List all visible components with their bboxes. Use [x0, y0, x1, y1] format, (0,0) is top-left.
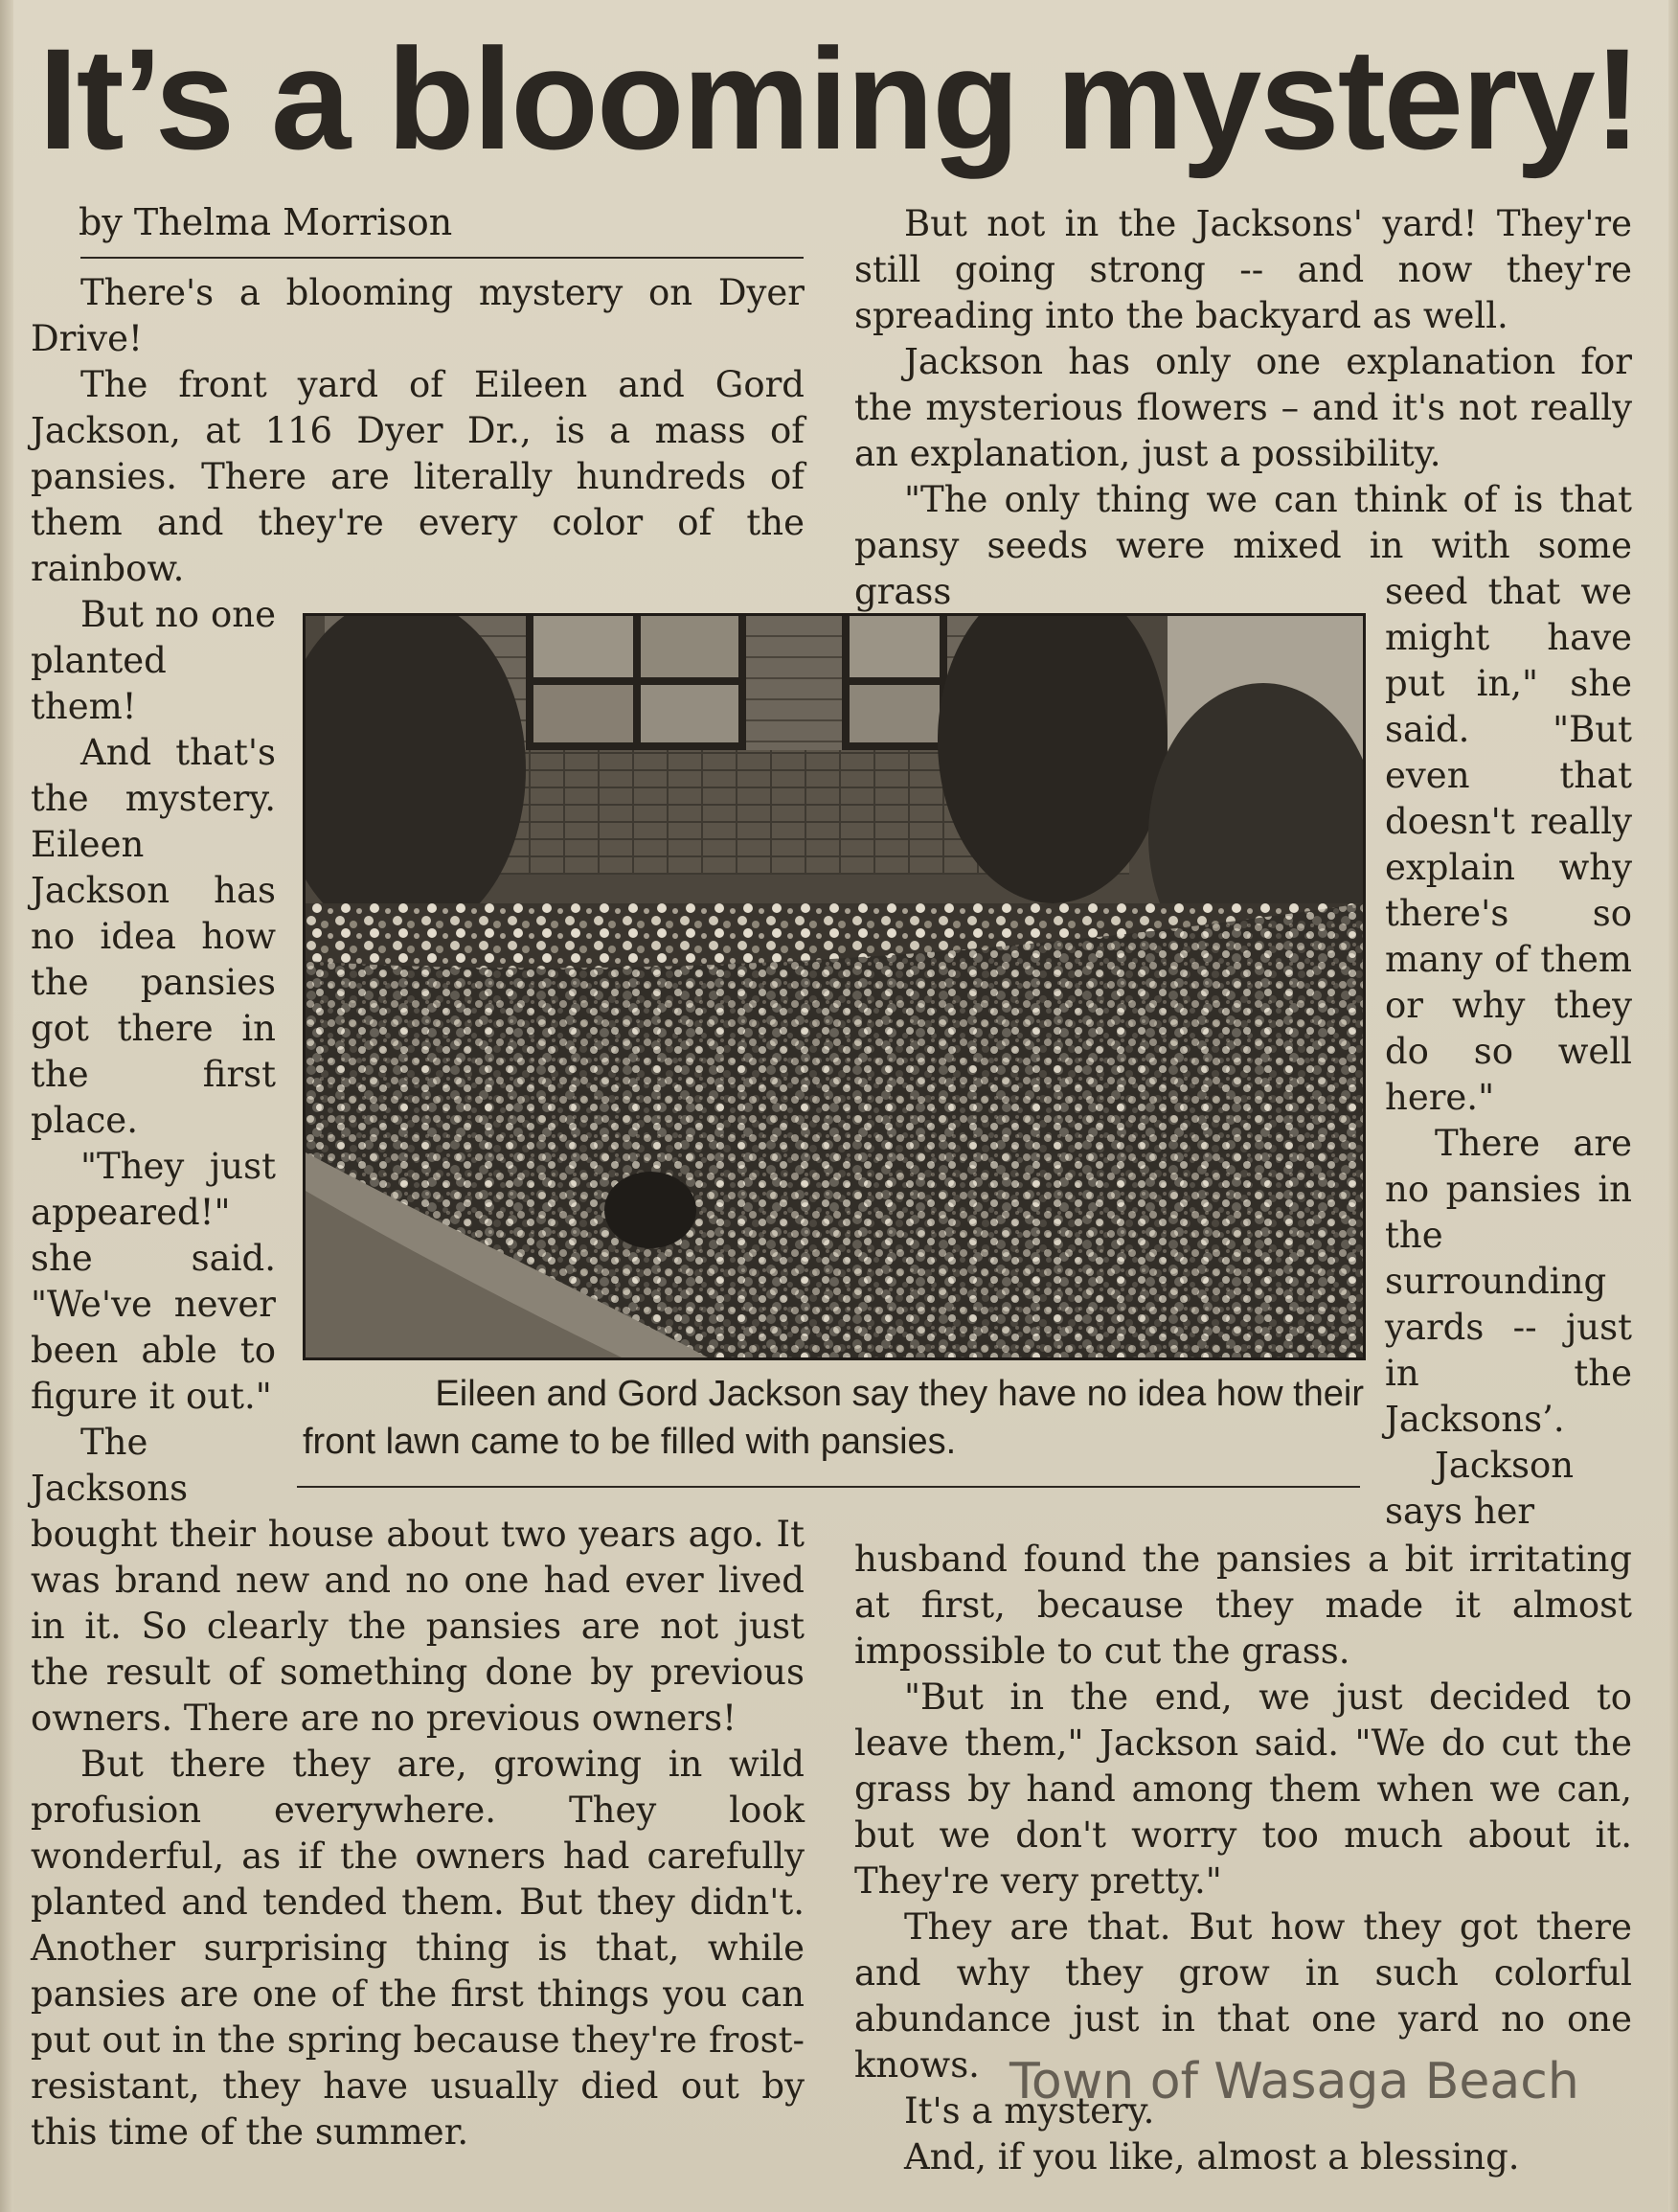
- right-column-top: [854, 201, 1632, 615]
- paragraph: Jackson has only one explanation for the mysterious flowers – and it's not really an explanation, just a possibility.: [854, 341, 1632, 474]
- headline: It’s a blooming mystery!: [38, 18, 1640, 179]
- caption-line-2: front lawn came to be filled with pansies.: [303, 1422, 957, 1462]
- paragraph: "They just appeared!" she said. "We've never been able to figure it out.": [31, 1146, 276, 1417]
- left-column-top: [31, 270, 805, 592]
- paragraph: But there they are, growing in wild profusion everywhere. They look wonderful, as if the owners had carefully planted and tended them. But they didn't. Another surprising thing is that, while pansies are one of the first things you can put out in the spring because they're frost-resistant, they have usually died out by this time of the summer.: [31, 1744, 805, 2153]
- caption-line-1: Eileen and Gord Jackson say they have no idea how their: [435, 1374, 1364, 1414]
- paragraph: The Jacksons: [31, 1422, 189, 1509]
- paragraph: It's a mystery.: [904, 2090, 1155, 2132]
- byline-rule: [80, 257, 804, 259]
- paragraph: Jackson says her: [1385, 1445, 1575, 1532]
- left-column-narrow: [31, 592, 276, 1512]
- garden-photo: [303, 613, 1366, 1360]
- watermark: Town of Wasaga Beach: [1009, 2053, 1579, 2110]
- paragraph: But no one planted them!: [31, 594, 276, 727]
- paragraph: There are no pansies in the surrounding yards -- just in the Jacksons’.: [1385, 1123, 1632, 1440]
- paragraph: bought their house about two years ago. It was brand new and no one had ever lived in it. So clearly the pansies are not just the result of something done by previous owners. There are no previous owners!: [31, 1514, 805, 1739]
- photo-caption: [303, 1370, 1364, 1466]
- paragraph: There's a blooming mystery on Dyer Drive!: [31, 272, 805, 359]
- paragraph: And that's the mystery. Eileen Jackson has no idea how the pansies got there in the first place.: [31, 732, 276, 1141]
- paragraph: The front yard of Eileen and Gord Jackson, at 116 Dyer Dr., is a mass of pansies. There are literally hundreds of them and they're every color of the rainbow.: [31, 364, 805, 589]
- right-column-narrow: [1385, 569, 1632, 1535]
- paragraph: And, if you like, almost a blessing.: [904, 2136, 1520, 2178]
- garden-photo-illustration: [306, 616, 1363, 1357]
- paragraph: husband found the pansies a bit irritating at first, because they made it almost impossible to cut the grass.: [854, 1539, 1632, 1672]
- paragraph: seed that we might have put in," she said. "But even that doesn't really explain why there's so many of them or why they do so well here.": [1385, 571, 1632, 1118]
- caption-rule: [297, 1486, 1360, 1488]
- page-edge-left: [0, 0, 13, 2212]
- paragraph: But not in the Jacksons' yard! They're still going strong -- and now they're spreading into the backyard as well.: [854, 203, 1632, 336]
- page-edge-right: [1668, 0, 1678, 2212]
- left-column-bottom: [31, 1512, 805, 2155]
- paragraph: They are that. But how they got there and why they grow in such colorful abundance just in that one yard no one knows.: [854, 1906, 1632, 2086]
- paragraph: "But in the end, we just decided to leave them," Jackson said. "We do cut the grass by hand among them when we can, but we don't worry too much about it. They're very pretty.": [854, 1676, 1632, 1902]
- byline: by Thelma Morrison: [79, 201, 453, 243]
- paragraph: "The only thing we can think of is that pansy seeds were mixed in with some grass: [854, 479, 1632, 612]
